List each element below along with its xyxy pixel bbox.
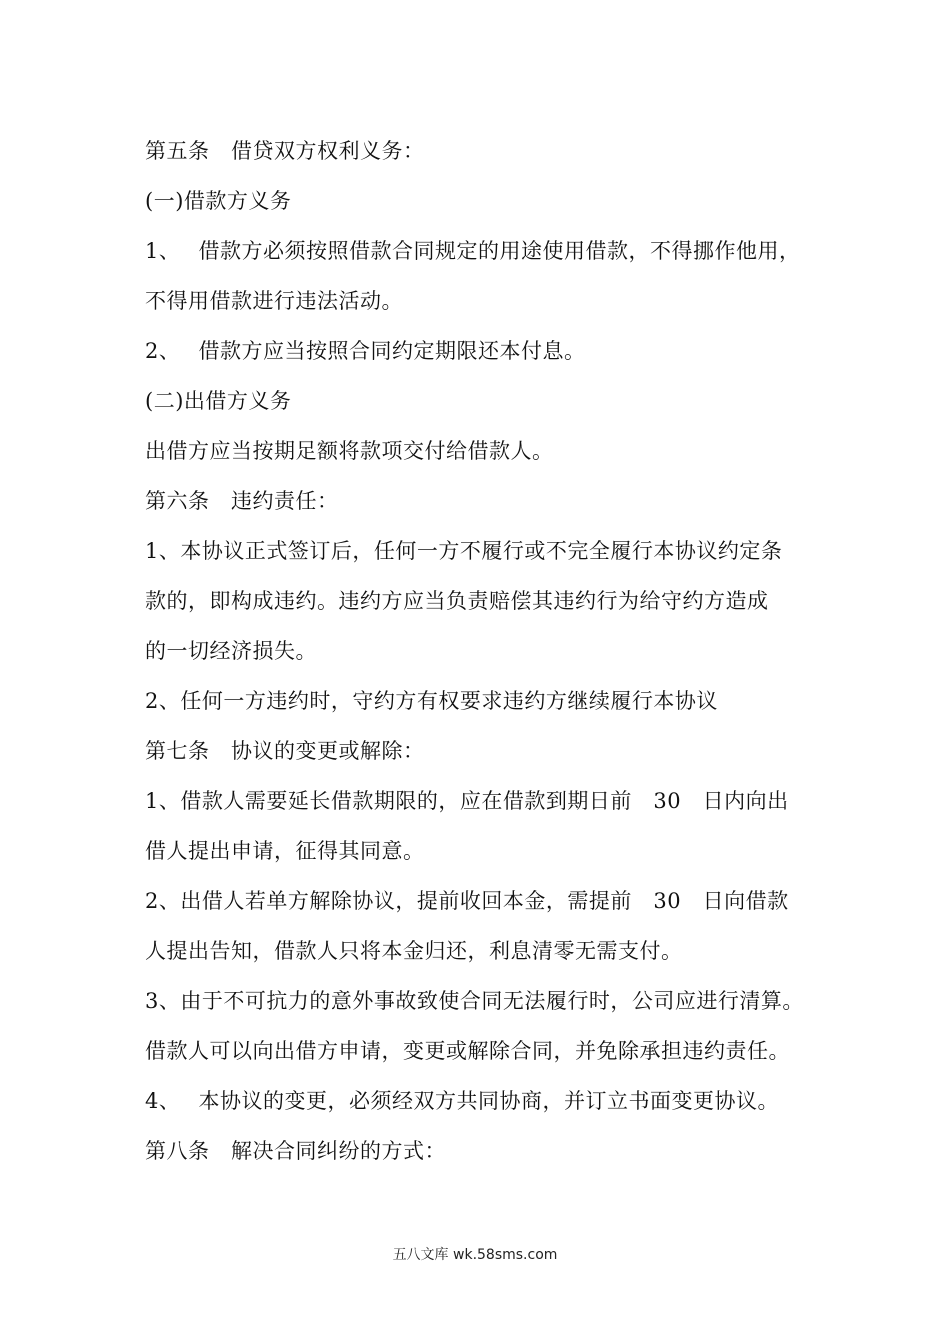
section-borrower-obligations: (一)借款方义务 — [145, 189, 292, 213]
paragraph-line: 1、 借款方必须按照借款合同规定的用途使用借款，不得挪作他用， — [145, 239, 801, 263]
paragraph-line: 出借方应当按期足额将款项交付给借款人。 — [145, 439, 554, 463]
paragraph-line: 借人提出申请，征得其同意。 — [145, 839, 425, 863]
paragraph-line: 2、出借人若单方解除协议，提前收回本金，需提前 30 日向借款 — [145, 889, 789, 913]
paragraph-line: 人提出告知，借款人只将本金归还，利息清零无需支付。 — [145, 939, 683, 963]
article-5-heading: 第五条 借贷双方权利义务： — [145, 139, 425, 163]
paragraph-line: 1、本协议正式签订后，任何一方不履行或不完全履行本协议约定条 — [145, 539, 783, 563]
footer-watermark: 五八文库 wk.58sms.com — [392, 1247, 558, 1263]
paragraph-line: 不得用借款进行违法活动。 — [145, 289, 403, 313]
paragraph-line: 3、由于不可抗力的意外事故致使合同无法履行时，公司应进行清算。 — [145, 989, 804, 1013]
paragraph-line: 款的，即构成违约。违约方应当负责赔偿其违约行为给守约方造成 — [145, 589, 769, 613]
article-8-heading: 第八条 解决合同纠纷的方式： — [145, 1139, 446, 1163]
paragraph-line: 4、 本协议的变更，必须经双方共同协商，并订立书面变更协议。 — [145, 1089, 780, 1113]
paragraph-line: 2、任何一方违约时，守约方有权要求违约方继续履行本协议 — [145, 689, 718, 713]
article-6-heading: 第六条 违约责任： — [145, 489, 339, 513]
paragraph-line: 借款人可以向出借方申请，变更或解除合同，并免除承担违约责任。 — [145, 1039, 790, 1063]
paragraph-line: 2、 借款方应当按照合同约定期限还本付息。 — [145, 339, 586, 363]
article-7-heading: 第七条 协议的变更或解除： — [145, 739, 425, 763]
paragraph-line: 1、借款人需要延长借款期限的，应在借款到期日前 30 日内向出 — [145, 789, 789, 813]
paragraph-line: 的一切经济损失。 — [145, 639, 317, 663]
section-lender-obligations: (二)出借方义务 — [145, 389, 292, 413]
